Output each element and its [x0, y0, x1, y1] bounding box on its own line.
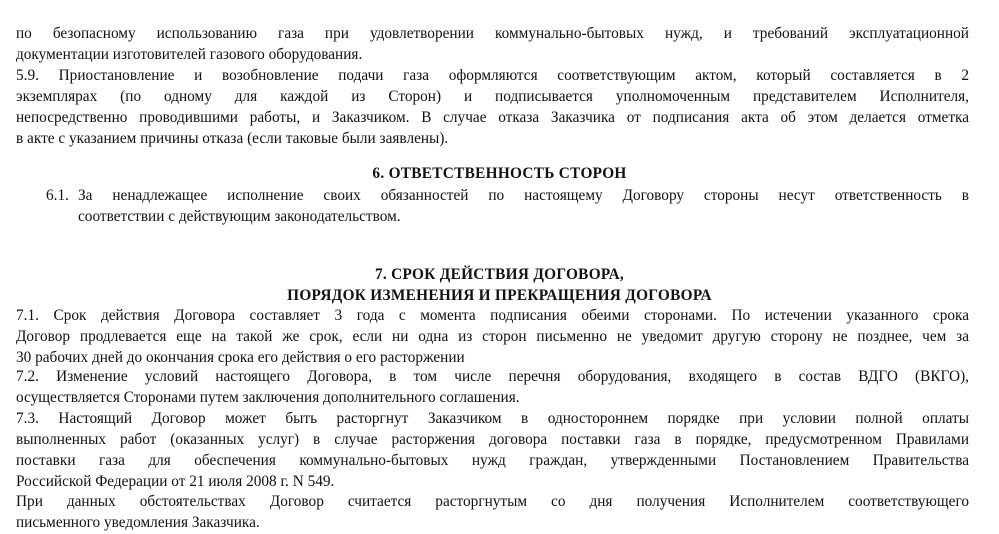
text-line: 7.2. Изменение условий настоящего Договора, в том числе перечня оборудования, входящего в состав ВДГО (ВКГО), [16, 368, 969, 385]
text-line: непосредственно проводившими работы, и Заказчиком. В случае отказа Заказчика от подписания акта об этом делается отметка [16, 109, 969, 126]
text-line: поставки газа для обеспечения коммунально-бытовых нужд граждан, утвержденными Постановлением Правительства [16, 452, 969, 469]
text-line: При данных обстоятельствах Договор считается расторгнутым со дня получения Исполнителем соответствующего [16, 493, 969, 510]
section-title: ПОРЯДОК ИЗМЕНЕНИЯ И ПРЕКРАЩЕНИЯ ДОГОВОРА [287, 287, 712, 304]
text-line: документации изготовителей газового оборудования. [16, 46, 363, 63]
text-line: экземплярах (по одному для каждой из Сторон) и подписывается уполномоченным представителем Исполнителя, [16, 88, 969, 105]
text-line: 7.1. Срок действия Договора составляет 3 года с момента подписания обеими сторонами. По истечении указанного срока [16, 307, 969, 324]
clause-number: 6.1. [46, 187, 69, 204]
section-title: 6. ОТВЕТСТВЕННОСТЬ СТОРОН [372, 165, 627, 182]
text-line: в акте с указанием причины отказа (если таковые были заявлены). [16, 130, 449, 147]
text-line: по безопасному использованию газа при удовлетворении коммунально-бытовых нужд, и требований эксплуатационной [16, 25, 969, 42]
text-line: 5.9. Приостановление и возобновление подачи газа оформляются соответствующим актом, который составляется в 2 [16, 67, 969, 84]
text-line: 30 рабочих дней до окончания срока его действия о его расторжении [16, 349, 465, 366]
text-line: выполненных работ (оказанных услуг) в случае расторжения договора поставки газа в порядке, предусмотренном Правилами [16, 431, 969, 448]
text-line: Российской Федерации от 21 июля 2008 г. N 549. [16, 473, 335, 490]
text-line: письменного уведомления Заказчика. [16, 514, 260, 531]
text-line: осуществляется Сторонами путем заключения дополнительного соглашения. [16, 389, 520, 406]
text-line: За ненадлежащее исполнение своих обязанностей по настоящему Договору стороны несут ответственность в [78, 187, 969, 204]
text-line: соответствии с действующим законодательством. [78, 208, 401, 225]
text-line: 7.3. Настоящий Договор может быть расторгнут Заказчиком в одностороннем порядке при условии полной оплаты [16, 410, 969, 427]
text-line: Договор продлевается еще на такой же срок, если ни одна из сторон письменно не уведомит другую сторону не позднее, чем за [16, 328, 969, 345]
section-title: 7. СРОК ДЕЙСТВИЯ ДОГОВОРА, [374, 266, 625, 283]
